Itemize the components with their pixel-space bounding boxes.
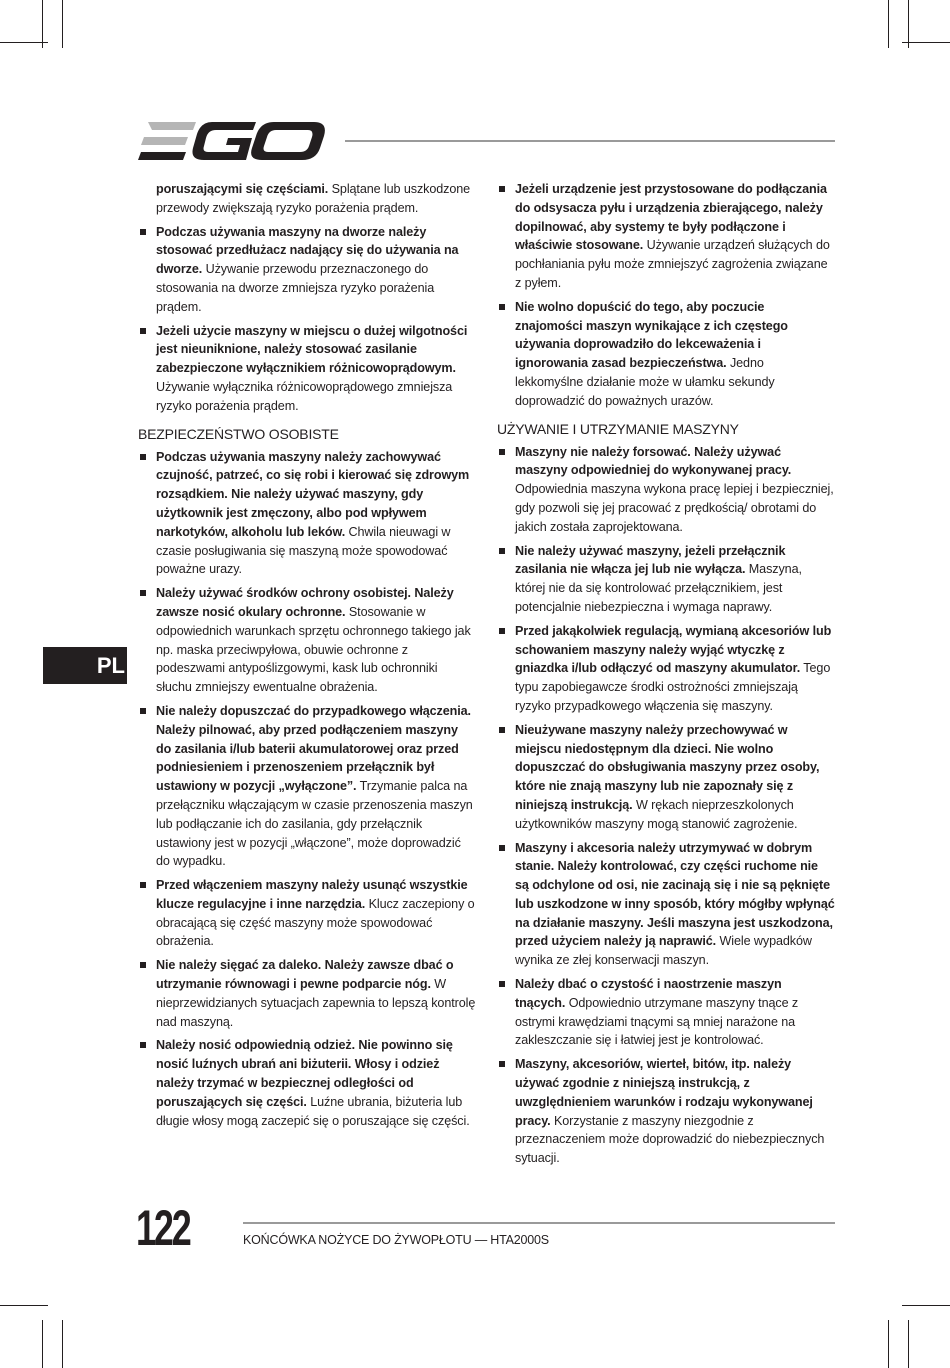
- section-heading: BEZPIECZEŃSTWO OSOBISTE: [138, 425, 339, 442]
- list-item: [497, 542, 835, 617]
- list-item: [138, 1036, 476, 1130]
- body-text: Używanie urządzeń służących do pochłaniania pyłu może zmniejszyć zagrożenia związane z pyłem.: [515, 238, 830, 290]
- body-text: Splątane lub uszkodzone przewody zwiększają ryzyko porażenia prądem.: [156, 182, 471, 215]
- crop-mark: [908, 0, 909, 48]
- list-item: [138, 702, 476, 871]
- body-text: W rękach nieprzeszkolonych użytkowników maszyny mogą stanowić zagrożenie.: [515, 797, 798, 831]
- bold-text: Nie wolno dopuścić do tego, aby poczucie znajomości maszyn wynikające z ich częstego używania doprowadziło do lekceważenia i ignorowania zasad bezpieczeństwa.: [515, 299, 788, 371]
- body-text: Używanie wyłącznika różnicowoprądowego zmniejsza ryzyko porażenia prądem.: [156, 379, 453, 413]
- list-item: [497, 975, 835, 1050]
- crop-mark: [62, 0, 63, 48]
- list-item: [497, 622, 835, 716]
- header-rule: [345, 140, 835, 142]
- bullet-icon: [499, 548, 505, 554]
- bold-text: Maszyny nie należy forsować. Należy używać maszyny odpowiedniej do wykonywanej pracy.: [515, 444, 792, 478]
- body-text: Maszyna, której nie da się kontrolować przełącznikiem, jest potencjalnie niebezpieczna i wymaga naprawy.: [515, 562, 802, 614]
- crop-mark: [0, 1305, 48, 1306]
- body-text: Klucz zaczepiony o obracającą się część maszyny może spowodować obrażenia.: [156, 896, 475, 949]
- bold-text: Przed jakąkolwiek regulacją, wymianą akcesoriów lub schowaniem maszyny należy wyjąć wtyczkę z gniazdka i/lub odłączyć od maszyny akumulator.: [515, 623, 832, 676]
- body-text: Stosowanie w odpowiednich warunkach sprzętu ochronnego takiego jak np. maska przeciwpyłowa, obuwie ochronne z podeszwami antypoślizgowymi, kask lub ochronniki słuchu zmniejszy ewentualne obrażenia.: [156, 604, 471, 695]
- list-item: [138, 322, 476, 416]
- list-item: [138, 223, 476, 317]
- list-item: [497, 443, 835, 537]
- bold-text: Nie należy używać maszyny, jeżeli przełącznik zasilania nie włącza jej lub nie wyłącza.: [515, 543, 786, 577]
- bullet-icon: [499, 727, 505, 733]
- bold-text: Podczas używania maszyny na dworze należy stosować przedłużacz nadający się do używania na dworze.: [156, 224, 459, 277]
- crop-mark: [0, 42, 48, 43]
- bullet-icon: [499, 628, 505, 634]
- list-item: [497, 839, 835, 971]
- body-text: Odpowiednia maszyna wykona pracę lepiej i bezpieczniej, gdy pozwoli się jej pracować z prędkością/ obrotami do jakich została zaprojektowana.: [515, 482, 834, 534]
- bullet-icon: [499, 1061, 505, 1067]
- bold-text: poruszającymi się częściami.: [156, 182, 329, 196]
- bullet-icon: [140, 454, 146, 460]
- body-text: Tego typu zapobiegawcze środki ostrożności zmniejszają ryzyko przypadkowego włączenia się maszyny.: [515, 661, 831, 713]
- bullet-icon: [499, 304, 505, 310]
- intro-paragraph: [138, 180, 476, 218]
- language-label: PL: [96, 653, 125, 678]
- page-number: 122: [136, 1200, 190, 1256]
- bold-text: Należy używać środków ochrony osobistej. Należy zawsze nosić okulary ochronne.: [156, 586, 454, 619]
- body-text: W nieprzewidzianych sytuacjach zapewnia to lepszą kontrolę nad maszyną.: [156, 977, 476, 1029]
- list-item: [138, 584, 476, 697]
- bullet-icon: [140, 962, 146, 968]
- left-column: [138, 180, 476, 1135]
- footer-title: KOŃCÓWKA NOŻYCE DO ŻYWOPŁOTU — HTA2000S: [243, 1233, 549, 1247]
- body-text: Jedno lekkomyślne działanie może w ułamku sekundy doprowadzić do poważnych urazów.: [515, 356, 775, 408]
- list-item: [497, 180, 835, 293]
- list-item: [138, 956, 476, 1031]
- bold-text: Nieużywane maszyny należy przechowywać w miejscu niedostępnym dla dzieci. Nie wolno dopuszczać do obsługiwania maszyny przez osoby, które nie znają maszyny lub nie zapoznały się z niniejszą instrukcją.: [515, 722, 820, 812]
- section-heading: UŻYWANIE I UTRZYMANIE MASZYNY: [497, 420, 739, 437]
- body-text: Luźne ubrania, biżuteria lub długie włosy mogą zaczepić się o poruszające się części.: [156, 1094, 470, 1128]
- crop-mark: [62, 1320, 63, 1368]
- bold-text: Maszyny, akcesoriów, wierteł, bitów, itp. należy używać zgodnie z niniejszą instrukcją, z uwzględnieniem warunków i rodzaju wykonywanej pracy.: [515, 1057, 813, 1128]
- bold-text: Nie należy dopuszczać do przypadkowego włączenia. Należy pilnować, aby przed podłączeniem maszyny do zasilania i/lub baterii akumulatorowej oraz przed podniesieniem i przenoszeniem przełącznik był ustawiony w pozycji „wyłączone”.: [156, 703, 471, 794]
- list-item: [497, 721, 835, 834]
- crop-mark: [902, 42, 950, 43]
- bold-text: Jeżeli urządzenie jest przystosowane do podłączania do odsysacza pyłu i urządzenia zbierającego, należy dopilnować, aby systemy te były podłączone i właściwie stosowane.: [515, 182, 827, 253]
- bold-text: Podczas używania maszyny należy zachowywać czujność, patrzeć, co się robi i kierować się zdrowym rozsądkiem. Nie należy używać maszyny, gdy użytkownik jest zmęczony, albo pod wpływem narkotyków, alkoholu lub leków.: [156, 449, 470, 539]
- bold-text: Przed włączeniem maszyny należy usunąć wszystkie klucze regulacyjne i inne narzędzia.: [156, 878, 468, 911]
- footer-rule: [243, 1222, 835, 1224]
- crop-mark: [42, 1320, 43, 1368]
- crop-mark: [888, 0, 889, 48]
- bullet-icon: [140, 229, 146, 235]
- body-text: Trzymanie palca na przełączniku włączającym w czasie przenoszenia maszyn lub podłączanie ich do zasilania, gdy przełącznik ustawiony jest w pozycji „włączone”, może doprowadzić do wypadku.: [156, 779, 473, 869]
- bullet-icon: [499, 186, 505, 192]
- crop-mark: [902, 1305, 950, 1306]
- body-text: Odpowiednio utrzymane maszyny tnące z ostrymi krawędziami tnącymi są mniej narażone na zakleszczanie się i łatwiej jest je kontrolować.: [515, 995, 799, 1048]
- bullet-icon: [140, 882, 146, 888]
- bullet-icon: [140, 590, 146, 596]
- bold-text: Nie należy sięgać za daleko. Należy zawsze dbać o utrzymanie równowagi i pewne podparcie nóg.: [156, 958, 454, 992]
- bullet-icon: [499, 981, 505, 987]
- bold-text: Należy nosić odpowiednią odzież. Nie powinno się nosić luźnych ubrań ani biżuterii. Włosy i odzież należy trzymać w bezpiecznej odległości od poruszających się części.: [156, 1038, 453, 1109]
- body-text: Wiele wypadków wynika ze złej konserwacji maszyn.: [515, 934, 812, 968]
- ego-logo: [138, 118, 328, 164]
- bold-text: Należy dbać o czystość i naostrzenie maszyn tnących.: [515, 977, 782, 1010]
- language-tab: [43, 647, 127, 684]
- body-text: Używanie przewodu przeznaczonego do stosowania na dworze zmniejsza ryzyko porażenia prądem.: [156, 262, 435, 314]
- list-item: [497, 1055, 835, 1168]
- list-item: [138, 876, 476, 951]
- list-item: [138, 448, 476, 580]
- bold-text: Maszyny i akcesoria należy utrzymywać w dobrym stanie. Należy kontrolować, czy części ruchome nie są odchylone od osi, nie zacinają się i nie są pęknięte lub uszkodzone w inny sposób, który mógłby wpłynąć na działanie maszyny. Jeśli maszyna jest uszkodzona, przed użyciem należy ją naprawić.: [515, 840, 835, 949]
- bullet-icon: [140, 328, 146, 334]
- body-text: Korzystanie z maszyny niezgodnie z przeznaczeniem może doprowadzić do niebezpiecznych sytuacji.: [515, 1113, 825, 1166]
- list-item: [497, 298, 835, 411]
- body-text: Chwila nieuwagi w czasie posługiwania się maszyną może spowodować poważne urazy.: [156, 524, 451, 577]
- bullet-icon: [140, 1042, 146, 1048]
- right-column: [497, 180, 835, 1173]
- crop-mark: [908, 1320, 909, 1368]
- bullet-icon: [140, 708, 146, 714]
- crop-mark: [42, 0, 43, 48]
- crop-mark: [888, 1320, 889, 1368]
- bullet-icon: [499, 449, 505, 455]
- bold-text: Jeżeli użycie maszyny w miejscu o dużej wilgotności jest nieuniknione, należy stosować zasilanie zabezpieczone wyłącznikiem różnicowoprądowym.: [156, 323, 468, 376]
- bullet-icon: [499, 845, 505, 851]
